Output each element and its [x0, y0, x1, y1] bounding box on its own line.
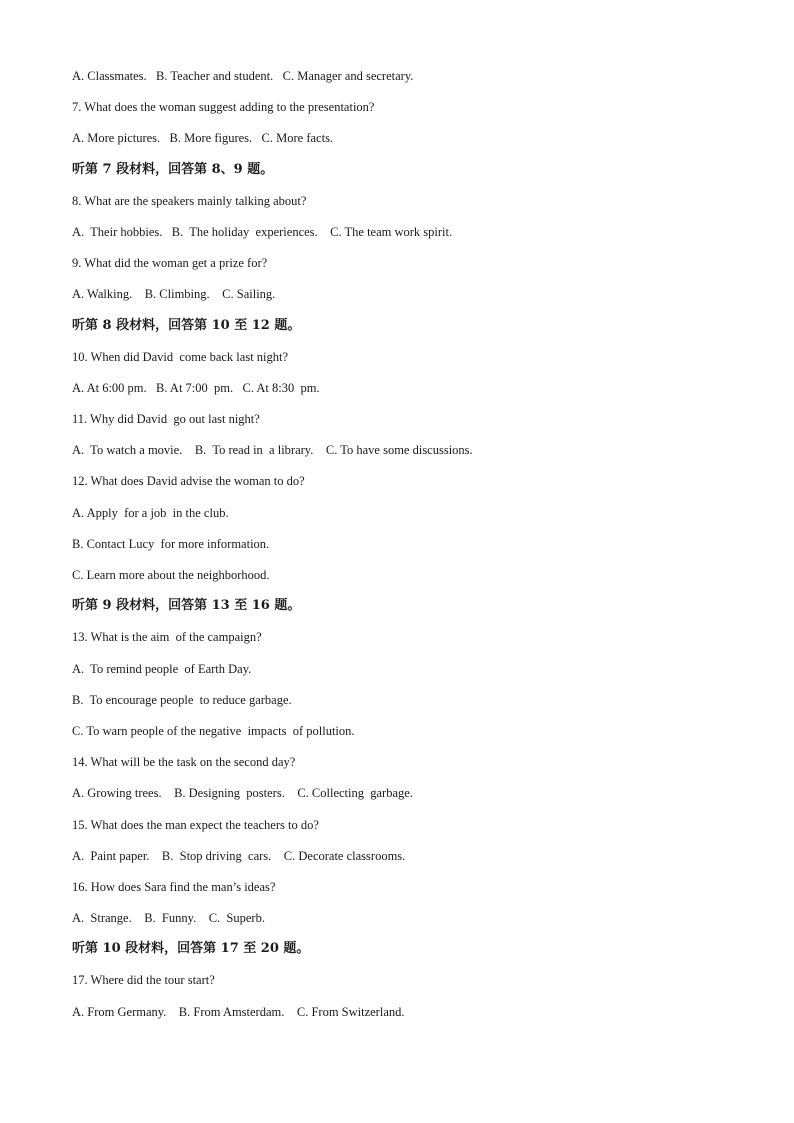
answer-options: A. To watch a movie. B. To read in a library. C. To have some discussions. — [72, 443, 473, 458]
answer-options: A. From Germany. B. From Amsterdam. C. From Switzerland. — [72, 1004, 405, 1019]
question-text: 10. When did David come back last night? — [72, 349, 289, 364]
section-heading: 听第 8 段材料，回答第 10 至 12 题。 — [72, 317, 301, 333]
question-text: 15. What does the man expect the teachers to do? — [72, 817, 319, 832]
answer-options: A. Strange. B. Funny. C. Superb. — [72, 911, 265, 926]
question-text: 13. What is the aim of the campaign? — [72, 630, 262, 645]
section-heading: 听第 7 段材料，回答第 8、9 题。 — [72, 161, 274, 177]
answer-option: A. To remind people of Earth Day. — [72, 661, 252, 676]
question-text: 8. What are the speakers mainly talking about? — [72, 193, 307, 208]
exam-page — [72, 66, 732, 1033]
answer-options: A. At 6:00 pm. B. At 7:00 pm. C. At 8:30 pm. — [72, 380, 320, 395]
answer-options: A. Growing trees. B. Designing posters. C. Collecting garbage. — [72, 786, 413, 801]
section-heading: 听第 10 段材料，回答第 17 至 20 题。 — [72, 941, 310, 957]
answer-option: C. To warn people of the negative impacts of pollution. — [72, 723, 355, 738]
question-text: 9. What did the woman get a prize for? — [72, 256, 268, 271]
question-text: 16. How does Sara find the man’s ideas? — [72, 879, 276, 894]
question-text: 12. What does David advise the woman to do? — [72, 474, 305, 489]
question-text: 17. Where did the tour start? — [72, 973, 215, 988]
answer-options: A. Classmates. B. Teacher and student. C. Manager and secretary. — [72, 69, 414, 83]
answer-option: C. Learn more about the neighborhood. — [72, 568, 270, 582]
question-text: 14. What will be the task on the second day? — [72, 755, 296, 770]
answer-options: A. More pictures. B. More figures. C. More facts. — [72, 131, 334, 146]
answer-options: A. Their hobbies. B. The holiday experiences. C. The team work spirit. — [72, 224, 453, 239]
answer-option: B. To encourage people to reduce garbage. — [72, 692, 292, 707]
answer-option: A. Apply for a job in the club. — [72, 505, 229, 520]
question-text: 11. Why did David go out last night? — [72, 412, 260, 427]
answer-options: A. Paint paper. B. Stop driving cars. C. Decorate classrooms. — [72, 848, 406, 863]
section-heading: 听第 9 段材料，回答第 13 至 16 题。 — [72, 598, 301, 614]
answer-option: B. Contact Lucy for more information. — [72, 536, 270, 551]
question-text: 7. What does the woman suggest adding to the presentation? — [72, 100, 375, 115]
answer-options: A. Walking. B. Climbing. C. Sailing. — [72, 287, 276, 302]
